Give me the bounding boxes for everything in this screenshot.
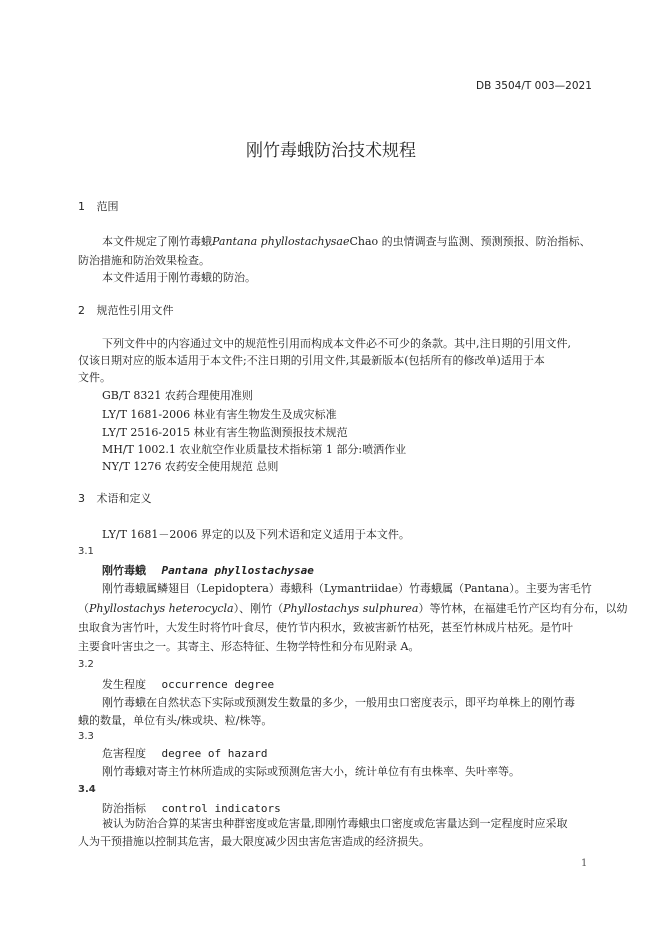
- term-number: 3.3: [78, 731, 94, 742]
- term-number: 3.4: [78, 784, 96, 795]
- section-2-intro-line: 文件。: [78, 371, 111, 384]
- term-definition-line: （Phyllostachys heterocycla）、刚竹（Phyllostachys sulphurea）等竹林，在福建毛竹产区均有分布，以幼: [78, 602, 628, 615]
- term-definition-line: 刚竹毒蛾在自然状态下实际或预测发生数量的多少，一般用虫口密度表示，即平均单株上的刚竹毒: [102, 696, 575, 709]
- section-2-intro-line: 仅该日期对应的版本适用于本文件;不注日期的引用文件,其最新版本(包括所有的修改单)适用于本: [78, 354, 545, 367]
- reference-item: GB/T 8321 农药合理使用准则: [102, 389, 253, 402]
- term-definition-line: 人为干预措施以控制其危害，最大限度减少因虫害危害造成的经济损失。: [78, 835, 430, 848]
- standard-number: DB 3504/T 003—2021: [476, 80, 592, 92]
- section-title: 范围: [96, 200, 119, 213]
- section-number: 3: [78, 492, 85, 505]
- page-number: 1: [581, 858, 588, 869]
- section-1-paragraph-line: 本文件规定了刚竹毒蛾Pantana phyllostachysaeChao 的虫情调查与监测、预测预报、防治指标、: [102, 235, 591, 248]
- latin-name: Pantana phyllostachysae: [212, 235, 350, 248]
- section-1-paragraph-2: 本文件适用于刚竹毒蛾的防治。: [102, 271, 256, 284]
- term-en: occurrence degree: [161, 678, 275, 691]
- reference-item: NY/T 1276 农药安全使用规范 总则: [102, 460, 279, 473]
- section-3-intro: LY/T 1681－2006 界定的以及下列术语和定义适用于本文件。: [102, 528, 410, 541]
- document-title: 刚竹毒蛾防治技术规程: [246, 141, 416, 161]
- section-3-heading: [78, 490, 152, 506]
- term-definition-line: 主要食叶害虫之一。其寄主、形态特征、生物学特性和分布见附录 A。: [78, 640, 420, 653]
- term-number: 3.2: [78, 659, 94, 670]
- reference-item: LY/T 2516-2015 林业有害生物监测预报技术规范: [102, 426, 348, 439]
- term-heading: [102, 745, 267, 761]
- section-1-heading: [78, 198, 119, 214]
- term-definition-line: 刚竹毒蛾属鳞翅目（Lepidoptera）毒蛾科（Lymantriidae）竹毒蛾属（Pantana）。主要为害毛竹: [102, 582, 592, 595]
- section-2-intro-line: 下列文件中的内容通过文中的规范性引用而构成本文件必不可少的条款。其中,注日期的引用文件,: [102, 337, 571, 350]
- term-en: Pantana phyllostachysae: [161, 564, 314, 577]
- term-definition-line: 虫取食为害竹叶，大发生时将竹叶食尽，使竹节内积水，致被害新竹枯死，甚至竹林成片枯死。是竹叶: [78, 621, 573, 634]
- term-definition-line: 刚竹毒蛾对寄主竹林所造成的实际或预测危害大小，统计单位有有虫株率、失叶率等。: [102, 765, 520, 778]
- term-cn: 刚竹毒蛾: [102, 564, 146, 577]
- latin-name: Phyllostachys heterocycla: [89, 602, 234, 615]
- section-number: 2: [78, 304, 85, 317]
- term-cn: 防治指标: [102, 802, 146, 815]
- section-title: 术语和定义: [96, 492, 152, 505]
- reference-item: LY/T 1681-2006 林业有害生物发生及成灾标准: [102, 408, 337, 421]
- term-cn: 危害程度: [102, 747, 146, 760]
- reference-item: MH/T 1002.1 农业航空作业质量技术指标第 1 部分:喷洒作业: [102, 443, 407, 456]
- latin-name: Phyllostachys sulphurea: [283, 602, 419, 615]
- term-en: control indicators: [161, 802, 281, 815]
- section-number: 1: [78, 200, 85, 213]
- term-cn: 发生程度: [102, 678, 146, 691]
- term-definition-line: 被认为防治合算的某害虫种群密度或危害量,即刚竹毒蛾虫口密度或危害量达到一定程度时应采取: [102, 817, 568, 830]
- term-definition-line: 蛾的数量，单位有头/株或块、粒/株等。: [78, 714, 273, 727]
- section-1-paragraph-line: 防治措施和防治效果检查。: [78, 254, 210, 267]
- section-title: 规范性引用文件: [96, 304, 174, 317]
- term-heading: [102, 676, 274, 692]
- section-2-heading: [78, 302, 174, 318]
- term-heading: [102, 562, 314, 578]
- term-en: degree of hazard: [161, 747, 268, 760]
- term-number: 3.1: [78, 546, 94, 557]
